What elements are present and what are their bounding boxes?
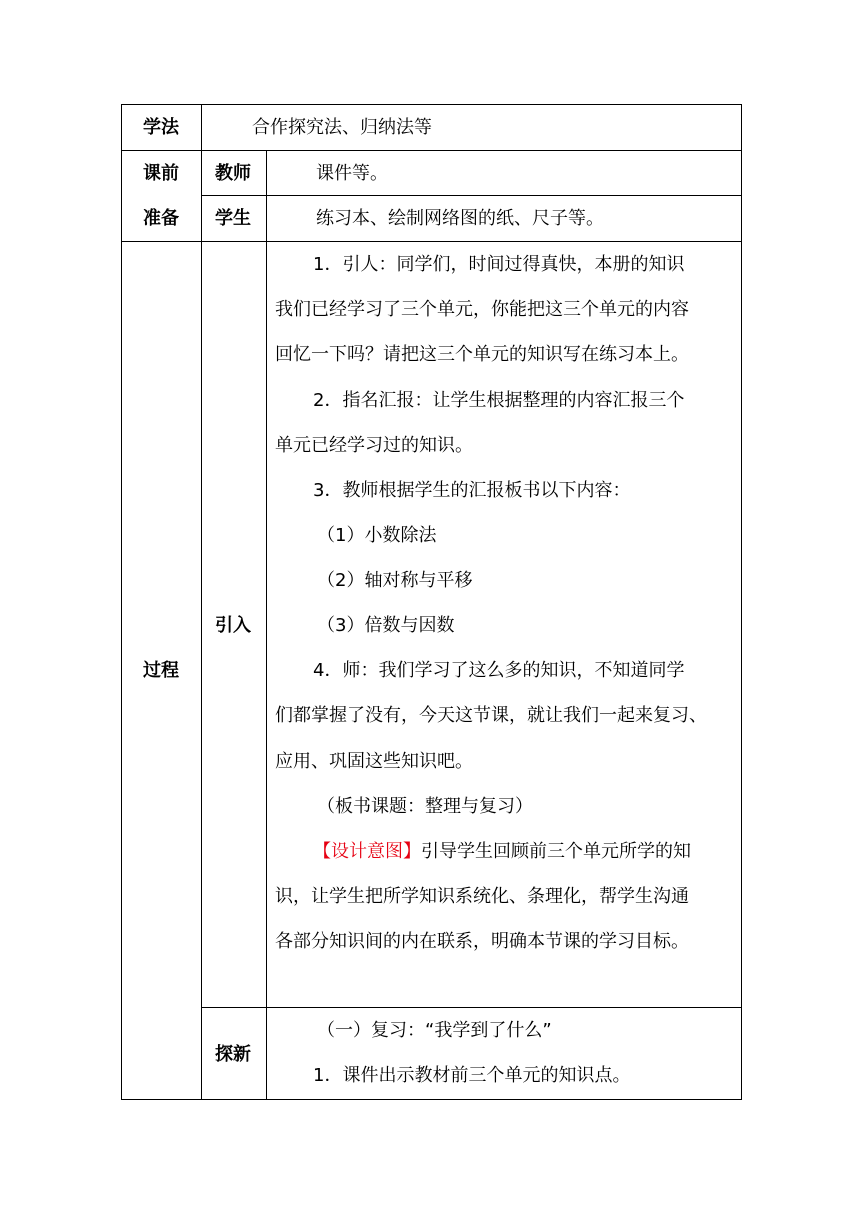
table-border-right [741, 104, 742, 1100]
intro-line: 2．指名汇报：让学生根据整理的内容汇报三个 [313, 390, 685, 411]
column-divider [201, 104, 202, 1100]
student-label: 学生 [215, 208, 251, 229]
row-divider [201, 195, 742, 196]
intro-line: 4．师：我们学习了这么多的知识，不知道同学 [313, 660, 685, 681]
prep-label-line2: 准备 [143, 208, 179, 229]
intro-line: 3．教师根据学生的汇报板书以下内容： [313, 480, 631, 501]
row-divider [121, 150, 742, 151]
table-border-top [121, 104, 742, 105]
explore-line: 1．课件出示教材前三个单元的知识点。 [313, 1065, 631, 1086]
intro-line: 1．引人：同学们，时间过得真快，本册的知识 [313, 254, 685, 275]
student-content: 练习本、绘制网络图的纸、尺子等。 [316, 208, 604, 229]
intro-line: 回忆一下吗？请把这三个单元的知识写在练习本上。 [275, 344, 689, 365]
intro-line: （1）小数除法 [317, 525, 437, 546]
intro-line: 们都掌握了没有，今天这节课，就让我们一起来复习、 [275, 705, 707, 726]
explore-label: 探新 [215, 1044, 251, 1065]
intro-line: 各部分知识间的内在联系，明确本节课的学习目标。 [275, 931, 689, 952]
xuefa-label: 学法 [143, 117, 179, 138]
xuefa-content: 合作探究法、归纳法等 [252, 117, 432, 138]
intro-line: 识，让学生把所学知识系统化、条理化，帮学生沟通 [275, 886, 689, 907]
intro-line: （3）倍数与因数 [317, 615, 455, 636]
table-border-left [121, 104, 122, 1100]
process-label: 过程 [143, 660, 179, 681]
intro-label: 引入 [215, 615, 251, 636]
prep-label-line1: 课前 [143, 163, 179, 184]
teacher-content: 课件等。 [316, 163, 388, 184]
intro-line: 单元已经学习过的知识。 [275, 435, 473, 456]
row-divider [121, 241, 742, 242]
design-intent-tag: 【设计意图】 [313, 841, 421, 862]
intro-line: （2）轴对称与平移 [317, 570, 473, 591]
row-divider [201, 1007, 742, 1008]
intro-line: 应用、巩固这些知识吧。 [275, 751, 473, 772]
design-intent-text: 引导学生回顾前三个单元所学的知 [421, 841, 691, 862]
table-border-bottom [121, 1099, 742, 1100]
explore-line: （一）复习：“我学到了什么” [317, 1020, 552, 1041]
column-divider [266, 150, 267, 1100]
design-intent-line [313, 840, 691, 864]
teacher-label: 教师 [215, 163, 251, 184]
intro-line: （板书课题：整理与复习） [317, 796, 533, 817]
intro-line: 我们已经学习了三个单元，你能把这三个单元的内容 [275, 299, 689, 320]
